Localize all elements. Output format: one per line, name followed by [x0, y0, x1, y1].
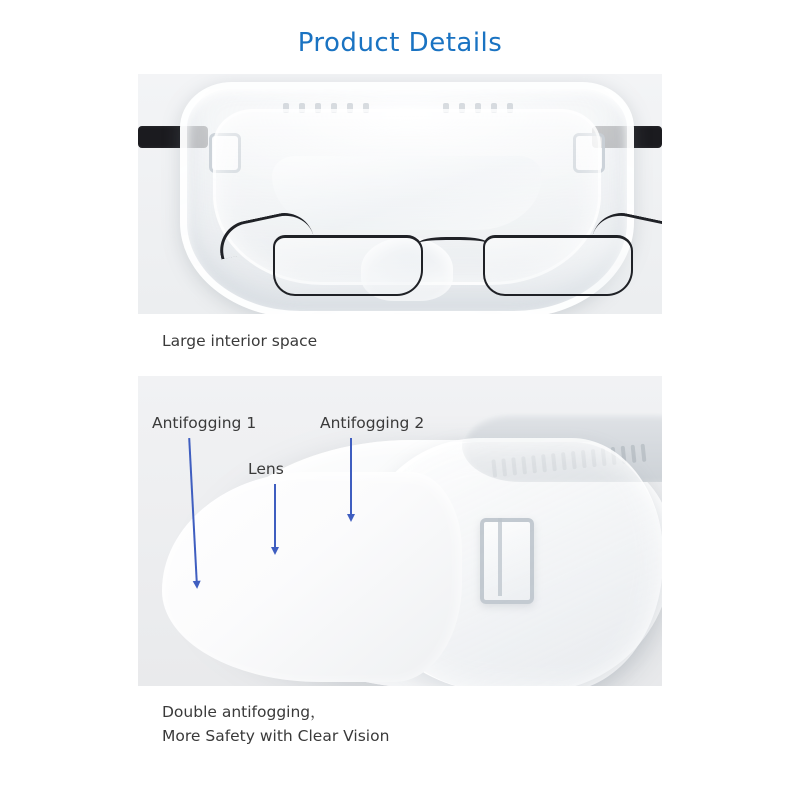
interior-space-caption: Large interior space [162, 332, 318, 350]
goggle-body [180, 82, 634, 314]
interior-space-figure [138, 74, 662, 314]
vent-slot-icon [641, 444, 647, 462]
eyeglass-rim-right [483, 235, 633, 296]
goggle-front-face [162, 472, 462, 682]
callout-label-antifogging-2: Antifogging 2 [320, 414, 425, 432]
double-antifogging-figure [138, 376, 662, 686]
eyeglass-rim-left [273, 235, 423, 296]
eyeglass-bridge [419, 237, 487, 252]
caption-line-1: Double antifogging， [162, 703, 326, 721]
caption-line-2: More Safety with Clear Vision [162, 727, 390, 745]
eyeglasses-inside [273, 211, 633, 307]
callout-leader-lens [274, 484, 276, 549]
page-title: Product Details [297, 28, 503, 58]
callout-label-lens: Lens [248, 460, 284, 478]
double-antifogging-caption [162, 700, 800, 748]
callout-leader-antifogging-2 [350, 438, 352, 516]
vent-slot-icon [631, 445, 637, 463]
callout-label-antifogging-1: Antifogging 1 [152, 414, 257, 432]
strap-buckle [480, 518, 534, 604]
goggle-side-view [162, 410, 662, 686]
